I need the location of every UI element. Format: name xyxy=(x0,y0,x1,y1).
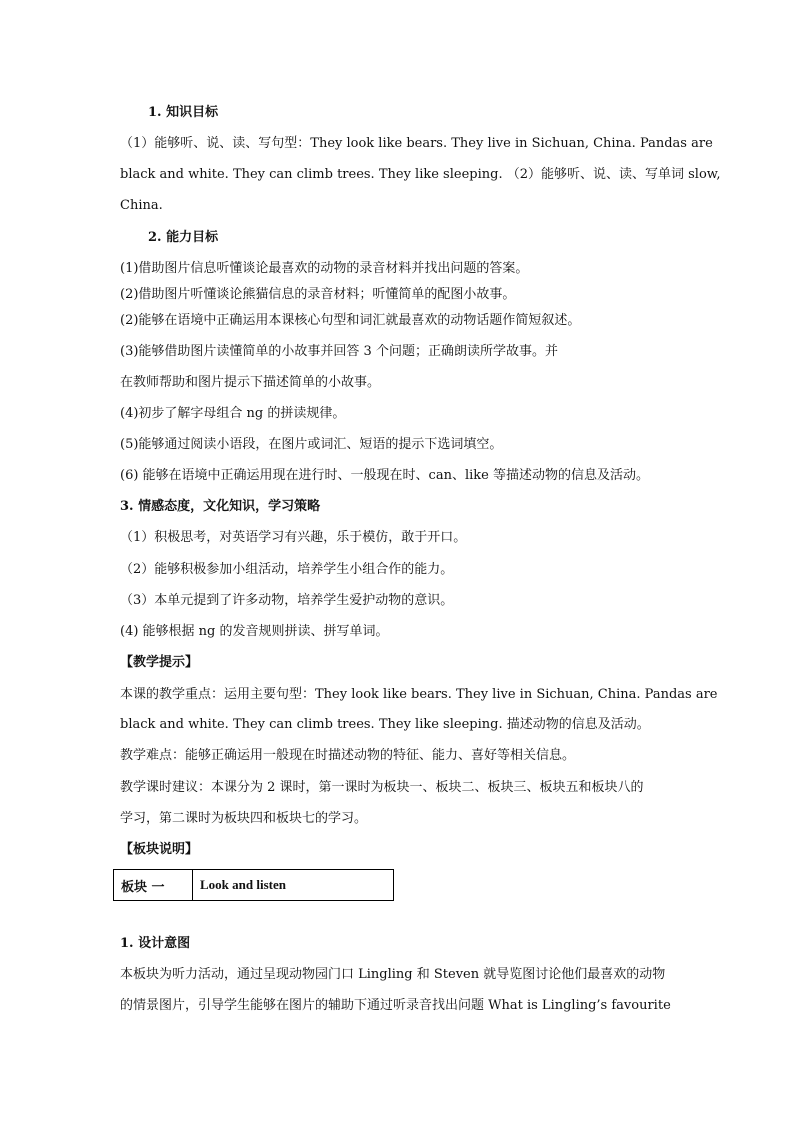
teaching-tips-line-2: black and white. They can climb trees. They like sleeping. 描述动物的信息及活动。 xyxy=(120,717,650,732)
board-table-title: Look and listen xyxy=(200,877,286,892)
ability-line-2: (2)借助图片听懂谈论熊猫信息的录音材料；听懂简单的配图小故事。 xyxy=(120,287,516,302)
board-table-section: 板块 一 xyxy=(114,870,193,900)
attitude-line-2: （2）能够积极参加小组活动，培养学生小组合作的能力。 xyxy=(120,562,454,577)
knowledge-line-3: China. xyxy=(120,198,163,213)
teaching-tips-line-5: 学习，第二课时为板块四和板块七的学习。 xyxy=(120,811,368,826)
teaching-tips-line-4: 教学课时建议：本课分为 2 课时，第一课时为板块一、板块二、板块三、板块五和板块八的 xyxy=(120,780,644,795)
board-table xyxy=(113,869,394,901)
attitude-line-4: (4) 能够根据 ng 的发音规则拼读、拼写单词。 xyxy=(120,624,389,639)
board-notes-heading: 【板块说明】 xyxy=(120,842,199,857)
teaching-tips-heading: 【教学提示】 xyxy=(120,655,199,670)
attitude-heading: 3. 情感态度，文化知识，学习策略 xyxy=(120,499,321,514)
ability-line-4: (3)能够借助图片读懂简单的小故事并回答 3 个问题；正确朗读所学故事。并 xyxy=(120,344,558,359)
knowledge-line-2: black and white. They can climb trees. They like sleeping. （2）能够听、说、读、写单词 slow, xyxy=(120,167,721,182)
ability-heading: 2. 能力目标 xyxy=(148,230,219,245)
design-heading: 1. 设计意图 xyxy=(120,936,191,951)
teaching-tips-line-3: 教学难点：能够正确运用一般现在时描述动物的特征、能力、喜好等相关信息。 xyxy=(120,748,576,763)
design-line-1: 本板块为听力活动，通过呈现动物园门口 Lingling 和 Steven 就导览图讨论他们最喜欢的动物 xyxy=(120,967,666,982)
ability-line-7: (5)能够通过阅读小语段，在图片或词汇、短语的提示下选词填空。 xyxy=(120,437,503,452)
knowledge-line-1: （1）能够听、说、读、写句型：They look like bears. They live in Sichuan, China. Pandas are xyxy=(120,136,713,151)
ability-line-3: (2)能够在语境中正确运用本课核心句型和词汇就最喜欢的动物话题作简短叙述。 xyxy=(120,313,581,328)
ability-line-1: (1)借助图片信息听懂谈论最喜欢的动物的录音材料并找出问题的答案。 xyxy=(120,261,529,276)
ability-line-8: (6) 能够在语境中正确运用现在进行时、一般现在时、can、like 等描述动物的信息及活动。 xyxy=(120,468,649,483)
ability-line-6: (4)初步了解字母组合 ng 的拼读规律。 xyxy=(120,406,346,421)
design-line-2: 的情景图片，引导学生能够在图片的辅助下通过听录音找出问题 What is Lingling’s favourite xyxy=(120,998,671,1013)
attitude-line-1: （1）积极思考，对英语学习有兴趣，乐于模仿，敢于开口。 xyxy=(120,530,467,545)
ability-line-5: 在教师帮助和图片提示下描述简单的小故事。 xyxy=(120,375,381,390)
attitude-line-3: （3）本单元提到了许多动物，培养学生爱护动物的意识。 xyxy=(120,593,454,608)
teaching-tips-line-1: 本课的教学重点：运用主要句型：They look like bears. They live in Sichuan, China. Pandas are xyxy=(120,687,718,702)
knowledge-heading: 1. 知识目标 xyxy=(148,105,219,120)
